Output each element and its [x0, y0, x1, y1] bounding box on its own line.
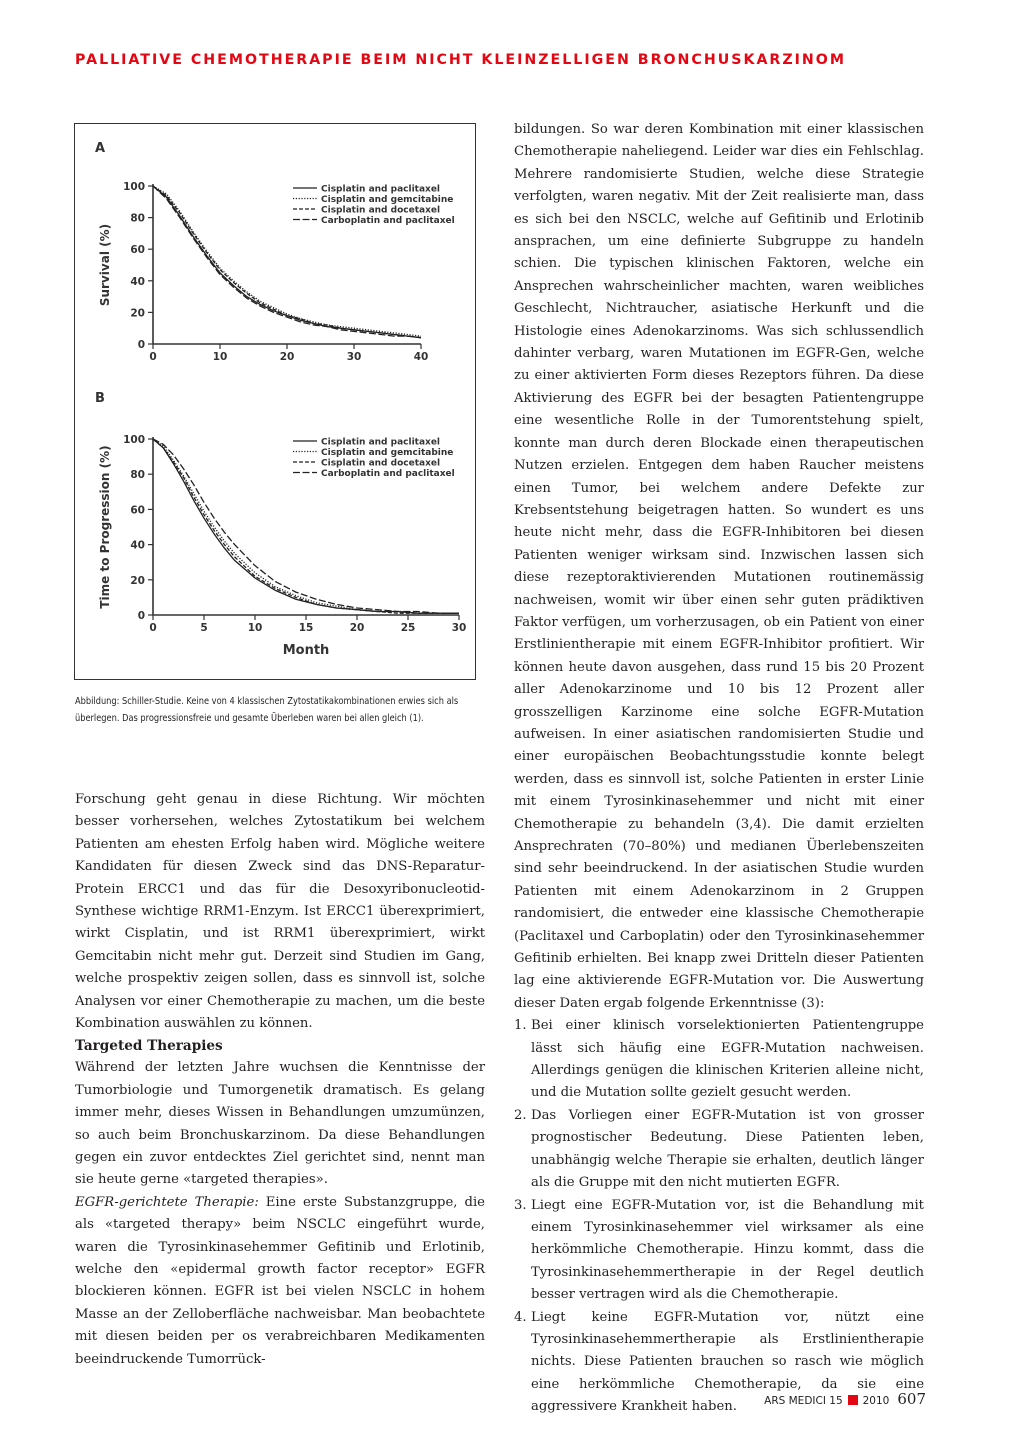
egfr-subheading: EGFR-gerichtete Therapie:	[75, 1194, 259, 1210]
paragraph-egfr-text: Eine erste Substanzgruppe, die als «targeted therapy» beim NSCLC eingeführt wurde, waren die Tyrosinkinasehemmer Gefitinib und Erlotinib, welche den «epidermal growth factor receptor» EGFR blockieren können. EGFR ist bei vielen NSCLC in hohem Masse an der Zelloberfläche nachweisbar. Man beobachtete mit diesen beiden per os verabreichbaren Medikamenten beeindruckende Tumorrück-	[75, 1194, 485, 1367]
x-tick-label: 20	[279, 351, 295, 363]
legend-entry: Carboplatin and paclitaxel	[321, 216, 455, 226]
paragraph-egfr	[75, 1192, 485, 1371]
right-column-text	[514, 119, 924, 1419]
journal-name: ARS MEDICI 15	[764, 1395, 843, 1407]
y-tick-label: 80	[130, 469, 145, 482]
x-axis-label: Month	[282, 643, 330, 658]
x-tick-label: 5	[200, 622, 208, 634]
legend-entry: Cisplatin and paclitaxel	[321, 437, 441, 448]
panel-label: A	[95, 141, 106, 156]
x-tick-label: 0	[149, 622, 157, 634]
panel-label: B	[95, 391, 105, 406]
x-tick-label: 30	[451, 622, 467, 634]
legend-entry: Cisplatin and paclitaxel	[321, 184, 441, 195]
legend-entry: Cisplatin and docetaxel	[321, 458, 441, 469]
y-tick-label: 40	[130, 275, 145, 288]
y-tick-label: 60	[130, 244, 145, 257]
x-tick-label: 20	[349, 622, 365, 634]
page-footer	[764, 1390, 926, 1408]
figure	[74, 123, 476, 680]
paragraph-forschung: Forschung geht genau in diese Richtung. Wir möchten besser vorhersehen, welches Zytostatikum bei welchem Patienten am ehesten Erfolg haben wird. Mögliche weitere Kandidaten für diesen Zweck sind das DNS-Reparatur-Protein ERCC1 und das für die Desoxyribonucleotid-Synthese wichtige RRM1-Enzym. Ist ERCC1 überexprimiert, wirkt Cisplatin, und ist RRM1 überexprimiert, wirkt Gemcitabin nicht mehr gut. Derzeit sind Studien im Gang, welche prospektiv zeigen sollen, dass es sinnvoll ist, solche Analysen vor einer Chemotherapie zu machen, um die beste Kombination auswählen zu können.	[75, 792, 485, 1032]
x-tick-label: 30	[346, 351, 362, 363]
section-heading: Targeted Therapies	[75, 1038, 223, 1054]
legend-entry: Cisplatin and docetaxel	[321, 205, 441, 216]
page-number: 607	[897, 1390, 926, 1408]
y-tick-label: 100	[123, 181, 145, 193]
x-tick-label: 10	[212, 351, 228, 363]
left-column-text	[75, 789, 485, 1035]
survival-charts	[75, 124, 475, 679]
findings-list	[514, 1015, 924, 1418]
y-tick-label: 40	[130, 539, 145, 552]
list-item: 3. Liegt eine EGFR-Mutation vor, ist die Behandlung mit einem Tyrosinkinasehemmer viel wirksamer als eine herkömmliche Chemotherapie. Hinzu kommt, dass die Tyrosinkinasehemmertherapie in der Regel deutlich besser vertragen wird als die Chemotherapie.	[514, 1197, 924, 1303]
x-tick-label: 10	[247, 622, 263, 634]
x-tick-label: 15	[298, 622, 314, 634]
legend-entry: Carboplatin and paclitaxel	[321, 469, 455, 479]
running-header: PALLIATIVE CHEMOTHERAPIE BEIM NICHT KLEINZELLIGEN BRONCHUSKARZINOM	[75, 52, 846, 68]
y-tick-label: 60	[130, 504, 145, 517]
red-square-icon	[848, 1395, 858, 1405]
y-tick-label: 0	[137, 339, 145, 351]
list-item: 1. Bei einer klinisch vorselektionierten Patientengruppe lässt sich häufig eine EGFR-Mutation nachweisen. Allerdings genügen die klinischen Kriterien alleine nicht, und die Mutation sollte gezielt gesucht werden.	[514, 1018, 924, 1101]
left-column-section	[75, 1035, 485, 1371]
paragraph-bildungen: bildungen. So war deren Kombination mit einer klassischen Chemotherapie naheliegend. Leider war dies ein Fehlschlag. Mehrere randomisierte Studien, welche diese Strategie verfolgten, waren negativ. Mit der Zeit realisierte man, dass es sich bei den NSCLC, welche auf Gefitinib und Erlotinib ansprachen, um eine definierte Subgruppe zu handeln schien. Die typischen klinischen Faktoren, welche ein Ansprechen wahrscheinlicher machten, waren weibliches Geschlecht, Nichtraucher, asiatische Herkunft und die Histologie eines Adenokarzinoms. Was sich schlussendlich dahinter verbarg, waren Mutationen im EGFR-Gen, welche zu einer aktivierten Form dieses Rezeptors führen. Da diese Aktivierung des EGFR bei der besagten Patientengruppe eine wesentliche Rolle in der Tumorentstehung spielt, konnte man durch deren Blockade einen therapeutischen Nutzen erzielen. Entgegen dem haben Raucher meistens einen Tumor, bei welchem andere Defekte zur Krebsentstehung beigetragen hatten. So wundert es uns heute nicht mehr, dass die EGFR-Inhibitoren bei diesen Patienten weniger wirksam sind. Inzwischen lassen sich diese rezeptoraktivierenden Mutationen routinemässig nachweisen, womit wir über einen sehr guten prädiktiven Faktor verfügen, um vorherzusagen, ob ein Patient von einer Erstlinientherapie mit einem EGFR-Inhibitor profitiert. Wir können heute davon ausgehen, dass rund 15 bis 20 Prozent aller Adenokarzinome und 10 bis 12 Prozent aller grosszelligen Karzinome eine solche EGFR-Mutation aufweisen. In einer asiatischen randomisierten Studie und einer europäischen Beobachtungsstudie konnte belegt werden, dass es sinnvoll ist, solche Patienten in erster Linie mit einem Tyrosinkinasehemmer und nicht mit einer Chemotherapie zu behandeln (3,4). Die damit erzielten Ansprechraten (70–80%) und medianen Überlebenszeiten sind sehr beeindruckend. In der asiatischen Studie wurden Patienten mit einem Adenokarzinom in 2 Gruppen randomisiert, die entweder eine klassische Chemotherapie (Paclitaxel und Carboplatin) oder den Tyrosinkinasehemmer Gefitinib erhielten. Bei knapp zwei Dritteln dieser Patienten lag eine aktivierende EGFR-Mutation vor. Die Auswertung dieser Daten ergab folgende Erkenntnisse (3):	[514, 122, 924, 1011]
journal-year: 2010	[862, 1395, 890, 1407]
x-tick-label: 0	[149, 351, 157, 363]
y-tick-label: 0	[137, 610, 145, 622]
y-axis-label: Time to Progression (%)	[98, 445, 112, 609]
legend-entry: Cisplatin and gemcitabine	[321, 448, 454, 458]
x-tick-label: 25	[400, 622, 416, 634]
paragraph-targeted: Während der letzten Jahre wuchsen die Kenntnisse der Tumorbiologie und Tumorgenetik dramatisch. Es gelang immer mehr, dieses Wissen in Behandlungen umzumünzen, so auch beim Bronchuskarzinom. Da diese Behandlungen gegen ein zuvor entdecktes Ziel gerichtet sind, nennt man sie heute gerne «targeted therapies».	[75, 1060, 485, 1188]
y-tick-label: 20	[130, 307, 145, 320]
list-item: 4. Liegt keine EGFR-Mutation vor, nützt eine Tyrosinkinasehemmertherapie als Erstlinientherapie nichts. Diese Patienten brauchen so rasch wie möglich eine herkömmliche Chemotherapie, da sie eine aggressivere Krankheit haben.	[514, 1309, 924, 1415]
legend-entry: Cisplatin and gemcitabine	[321, 195, 454, 205]
y-tick-label: 100	[123, 434, 145, 446]
x-tick-label: 40	[413, 351, 429, 363]
figure-caption: Abbildung: Schiller-Studie. Keine von 4 klassischen Zytostatikakombinationen erwies sich als überlegen. Das progressionsfreie und gesamte Überleben waren bei allen gleich (1).	[75, 696, 459, 724]
list-item: 2. Das Vorliegen einer EGFR-Mutation ist von grosser prognostischer Bedeutung. Diese Patienten leben, unabhängig welche Therapie sie erhalten, deutlich länger als die Gruppe mit den nicht mutierten EGFR.	[514, 1107, 924, 1191]
y-tick-label: 20	[130, 574, 145, 587]
y-tick-label: 80	[130, 212, 145, 225]
y-axis-label: Survival (%)	[98, 223, 112, 307]
